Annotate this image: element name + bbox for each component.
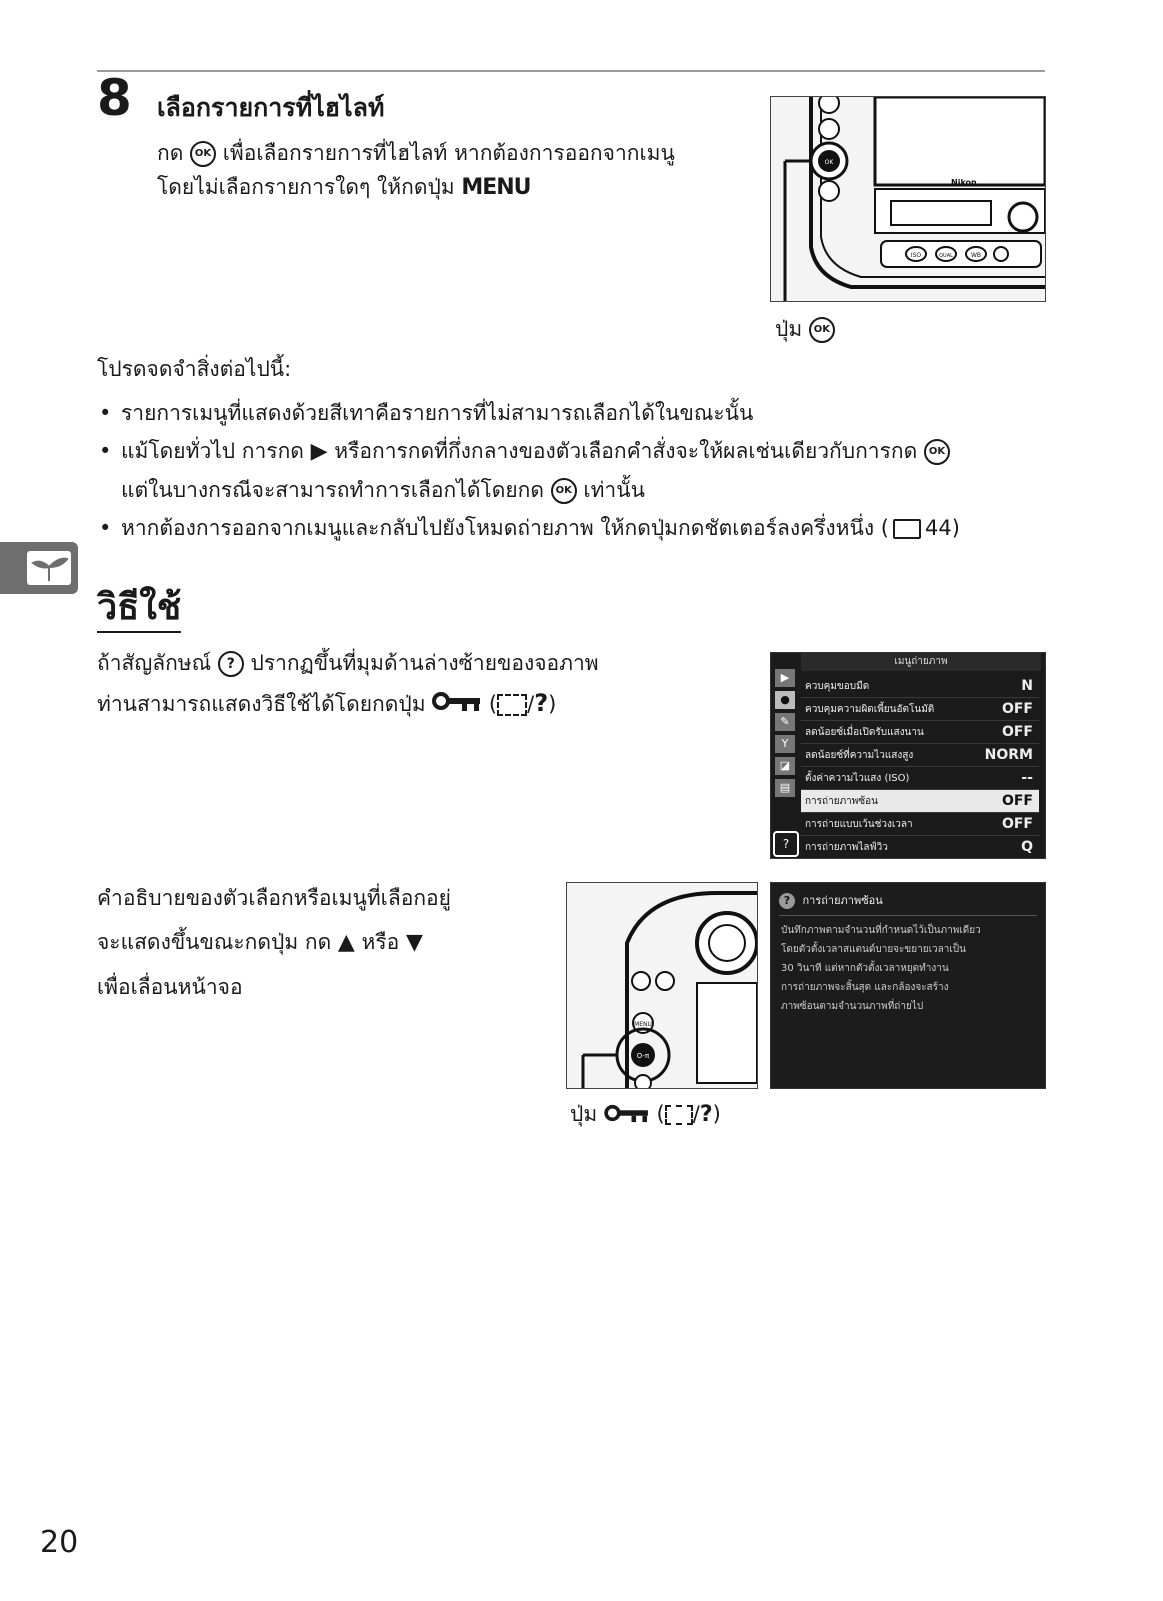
- help-screen-header: ? การถ่ายภาพซ้อน: [779, 891, 883, 909]
- menu-row[interactable]: ควบคุมขอบมืด N: [801, 675, 1039, 698]
- help-screen: [770, 882, 1046, 1089]
- right-arrow-icon: ▶: [310, 439, 328, 464]
- note-grey-items: • รายการเมนูที่แสดงด้วยสีเทาคือรายการที่ไม่สามารถเลือกได้ในขณะนั้น: [97, 394, 1097, 432]
- book-reference-icon: [893, 519, 921, 539]
- menu-row[interactable]: ลดน้อยซ์ที่ความไวแสงสูง NORM: [801, 744, 1039, 767]
- top-rule: [97, 70, 1045, 72]
- sprout-icon: [27, 551, 71, 585]
- iso-label: ISO: [910, 252, 922, 259]
- shooting-menu-screen: [770, 652, 1046, 859]
- page-number: 20: [40, 1525, 79, 1560]
- retouch-tab-icon: ◪: [775, 757, 795, 775]
- help-section-title: วิธีใช้: [97, 585, 181, 633]
- svg-text:O-π: O-π: [636, 1052, 650, 1060]
- qual-label: QUAL: [939, 253, 953, 259]
- camera-left-drawing: [567, 883, 757, 1088]
- help-question-icon: ?: [534, 689, 549, 717]
- menu-row[interactable]: การถ่ายแบบเว้นช่วงเวลา OFF: [801, 813, 1039, 836]
- menu-label-small: MENU: [634, 1021, 652, 1028]
- help-indicator-icon: ?: [773, 831, 799, 857]
- ok-button-icon: OK: [190, 141, 216, 167]
- down-arrow-icon: ▼: [405, 930, 423, 955]
- help-scroll-description: คำอธิบายของตัวเลือกหรือเมนูที่เลือกอยู่ จะแสดงขึ้นขณะกดปุ่ม กด ▲ หรือ ▼ เพื่อเลื่อนหน้าจอ: [97, 886, 451, 999]
- wb-label: WB: [970, 252, 982, 259]
- wrench-tab-icon: Y: [775, 735, 795, 753]
- retouch-icon: [497, 694, 527, 716]
- note-exit-menu: • หากต้องการออกจากเมนูและกลับไปยังโหมดถ่ายภาพ ให้กดปุ่มกดชัตเตอร์ลงครึ่งหนึ่ง ( 44): [97, 509, 1097, 547]
- menu-row[interactable]: การถ่ายภาพไลฟ์วิว Q: [801, 836, 1039, 859]
- menu-button-label: MENU: [461, 175, 531, 200]
- protect-key-icon: [432, 688, 482, 722]
- pencil-tab-icon: ✎: [775, 713, 795, 731]
- ok-button-icon: OK: [924, 439, 950, 465]
- step-number: 8: [97, 69, 132, 127]
- menu-tabs: [773, 665, 797, 853]
- playback-tab-icon: ▶: [775, 669, 795, 687]
- menu-row[interactable]: ลดน้อยซ์เมื่อเปิดรับแสงนาน OFF: [801, 721, 1039, 744]
- camera-tab-icon: ●: [775, 691, 795, 709]
- help-question-icon: ?: [699, 1102, 713, 1127]
- note-multi-selector: • แม้โดยทั่วไป การกด ▶ หรือการกดที่กึ่งกลางของตัวเลือกคำสั่งจะให้ผลเช่นเดียวกับการกด OK แต่ในบางกรณีจะสามารถทำการเลือกได้โดยกด OK เท่านั้น: [97, 432, 1097, 509]
- protect-button-caption: ปุ่ม ( /?): [570, 1102, 721, 1127]
- menu-list: [801, 675, 1039, 859]
- camera-brand: Nikon: [951, 178, 977, 187]
- help-circle-icon: ?: [779, 893, 795, 909]
- notes-intro: โปรดจดจำสิ่งต่อไปนี้:: [97, 357, 292, 381]
- camera-left-illustration: [566, 882, 758, 1089]
- step-title: เลือกรายการที่ไฮไลท์: [157, 93, 385, 122]
- help-icon: ?: [218, 651, 244, 677]
- ok-button-icon: OK: [809, 317, 835, 343]
- up-arrow-icon: ▲: [337, 930, 355, 955]
- menu-row[interactable]: ตั้งค่าความไวแสง (ISO) --: [801, 767, 1039, 790]
- help-description: ถ้าสัญลักษณ์ ? ปรากฏขึ้นที่มุมด้านล่างซ้ายของจอภาพ ท่านสามารถแสดงวิธีใช้ได้โดยกดปุ่ม ( /?): [97, 646, 737, 722]
- protect-key-icon: [604, 1103, 650, 1128]
- retouch-icon: [665, 1105, 693, 1125]
- step-description: กด OK เพื่อเลือกรายการที่ไฮไลท์ หากต้องการออกจากเมนู โดยไม่เลือกรายการใดๆ ให้กดปุ่ม MENU: [157, 141, 675, 200]
- menu-row[interactable]: ควบคุมความผิดเพี้ยนอัตโนมัติ OFF: [801, 698, 1039, 721]
- mymenu-tab-icon: ▤: [775, 779, 795, 797]
- svg-text:OK: OK: [824, 159, 834, 166]
- camera-back-drawing: [771, 97, 1045, 301]
- menu-header: เมนูถ่ายภาพ: [801, 653, 1041, 671]
- camera-back-illustration: [770, 96, 1046, 302]
- help-screen-text: บันทึกภาพตามจำนวนที่กำหนดไว้เป็นภาพเดียว โดยตัวตั้งเวลาสแตนด์บายจะขยายเวลาเป็น 30 วินาที แต่หากตัวตั้งเวลาหยุดทำงาน การถ่ายภาพจะสิ้นสุด และกล้องจะสร้าง ภาพซ้อนตามจำนวนภาพที่ถ่ายไป: [781, 925, 981, 1012]
- section-tab: [0, 542, 78, 594]
- notes-list: [97, 394, 1097, 547]
- ok-button-icon: OK: [551, 478, 577, 504]
- menu-row-selected[interactable]: การถ่ายภาพซ้อน OFF: [801, 790, 1039, 813]
- help-divider: [779, 915, 1037, 916]
- ok-button-caption: ปุ่ม OK: [775, 313, 835, 346]
